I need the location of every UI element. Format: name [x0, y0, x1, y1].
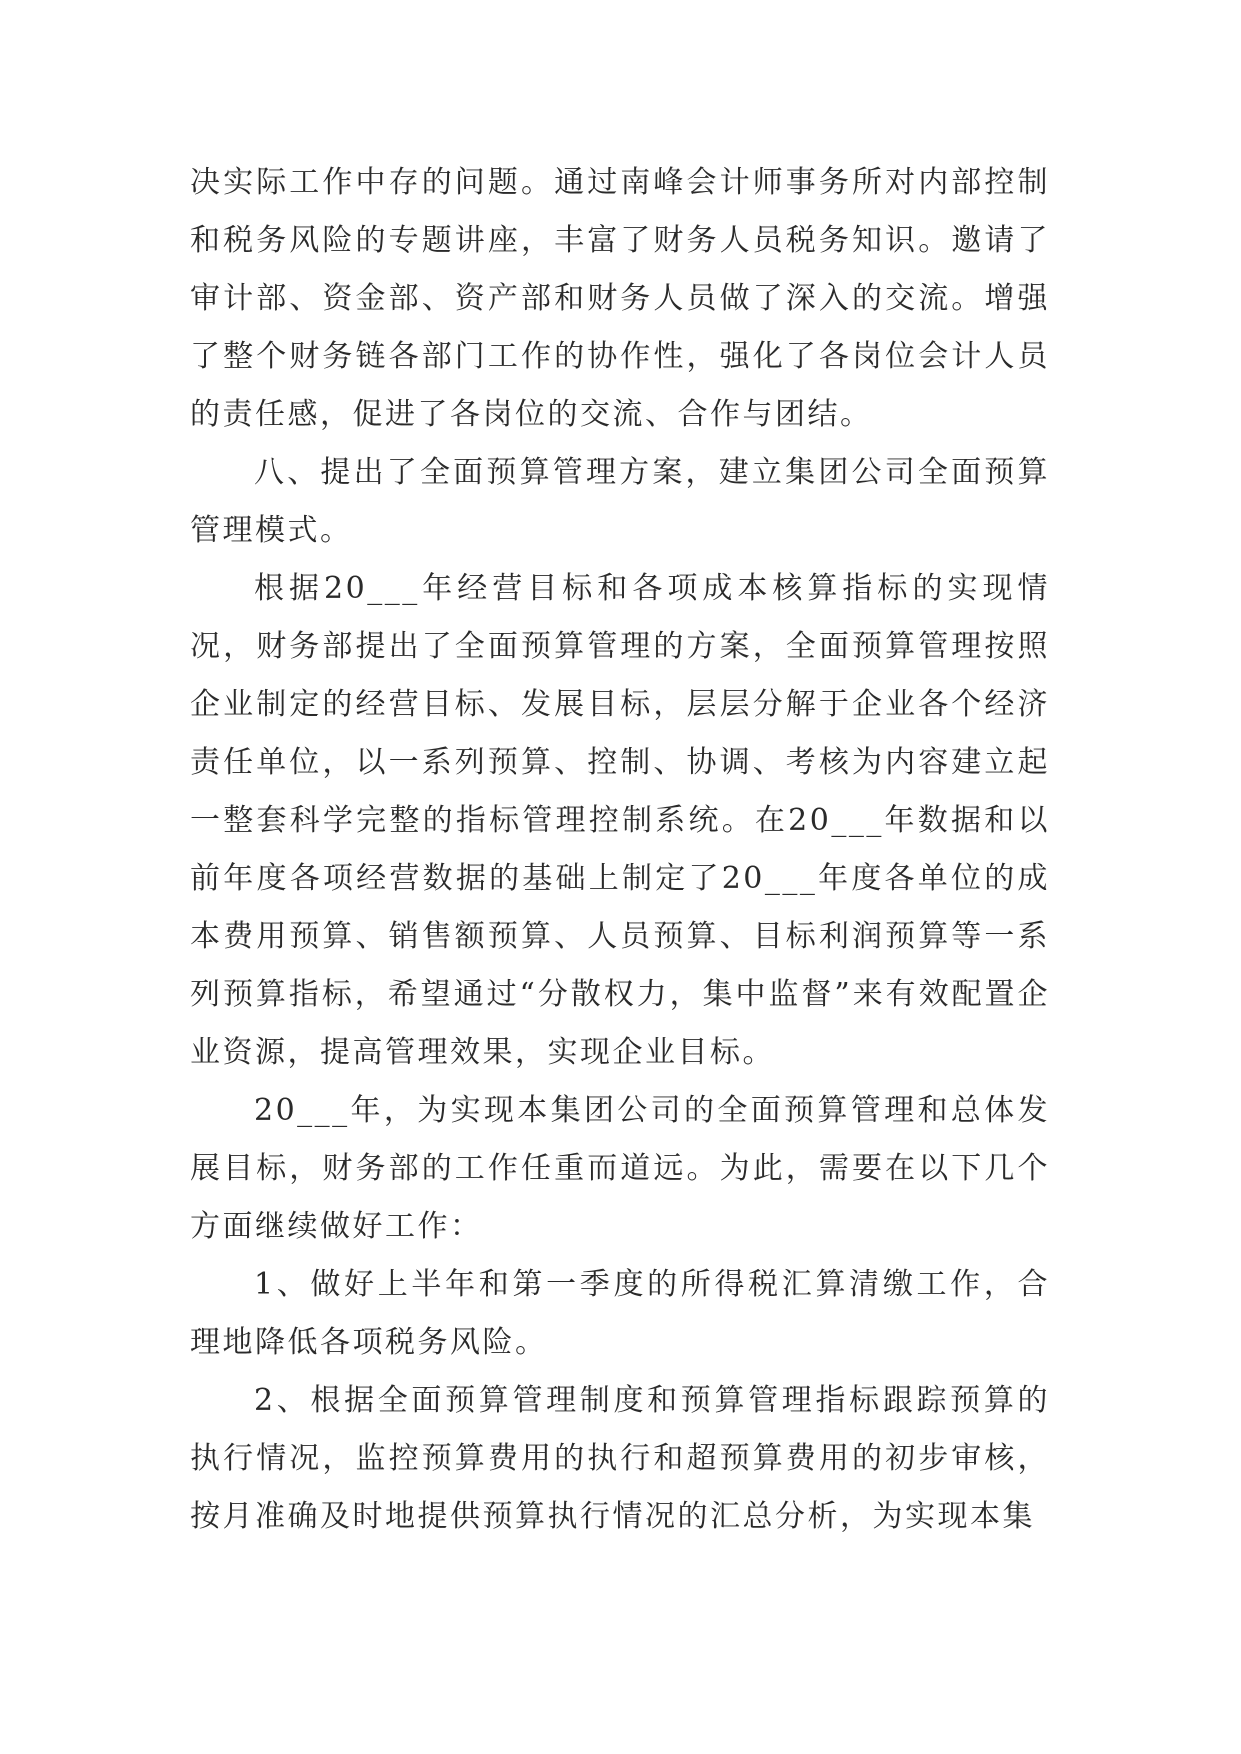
paragraph-continuation: 决实际工作中存的问题。通过南峰会计师事务所对内部控制和税务风险的专题讲座，丰富了财务人员税务知识。邀请了审计部、资金部、资产部和财务人员做了深入的交流。增强了整个财务链各部门工作的协作性，强化了各岗位会计人员的责任感，促进了各岗位的交流、合作与团结。 [190, 165, 1050, 432]
paragraph-future-work: 20___年，为实现本集团公司的全面预算管理和总体发展目标，财务部的工作任重而道远。为此，需要在以下几个方面继续做好工作： [190, 1093, 1050, 1244]
paragraph-item-2: 2、根据全面预算管理制度和预算管理指标跟踪预算的执行情况，监控预算费用的执行和超预算费用的初步审核，按月准确及时地提供预算执行情况的汇总分析，为实现本集 [190, 1383, 1050, 1534]
document-body [190, 154, 1050, 1546]
paragraph-item-1: 1、做好上半年和第一季度的所得税汇算清缴工作，合理地降低各项税务风险。 [190, 1267, 1050, 1360]
paragraph-budget-plan: 根据20___年经营目标和各项成本核算指标的实现情况，财务部提出了全面预算管理的方案，全面预算管理按照企业制定的经营目标、发展目标，层层分解于企业各个经济责任单位，以一系列预算、控制、协调、考核为内容建立起一整套科学完整的指标管理控制系统。在20___年数据和以前年度各项经营数据的基础上制定了20___年度各单位的成本费用预算、销售额预算、人员预算、目标利润预算等一系列预算指标，希望通过“分散权力，集中监督”来有效配置企业资源，提高管理效果，实现企业目标。 [190, 571, 1050, 1070]
paragraph-section-eight-heading: 八、提出了全面预算管理方案，建立集团公司全面预算管理模式。 [190, 455, 1050, 548]
